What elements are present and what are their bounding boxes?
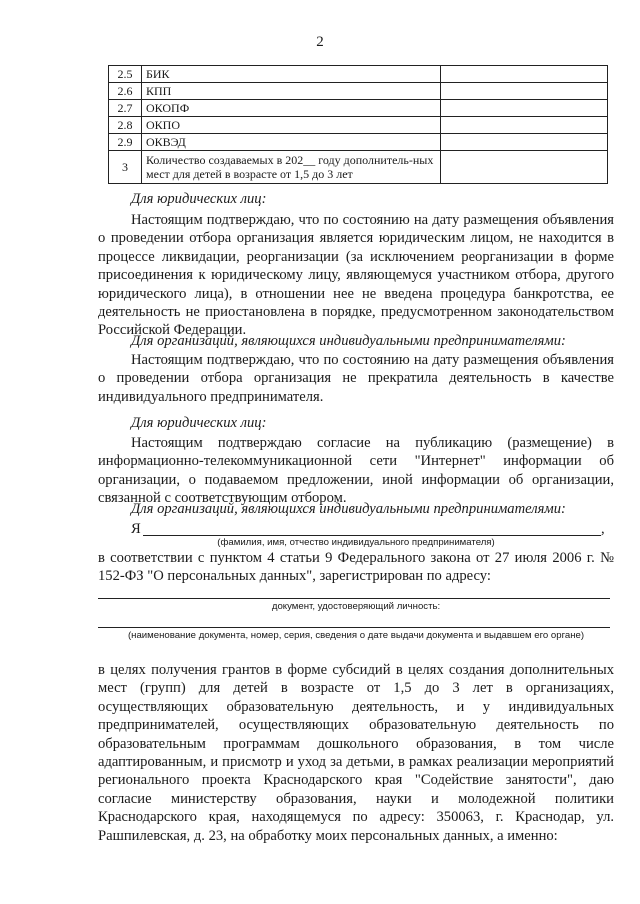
row-value (441, 117, 608, 134)
publication-consent-paragraph: Настоящим подтверждаю согласие на публикацию (размещение) в информационно-телекоммуникационной сети "Интернет" информации об организации, о подаваемом предложении, иной информации об организации, связанной с соответствующим отбором. (98, 435, 614, 507)
row-label: ОКПО (142, 117, 441, 134)
entrepreneurs-heading: Для организаций, являющихся индивидуальными предпринимателями: (131, 333, 566, 349)
entrepreneurs-heading: Для организаций, являющихся индивидуальными предпринимателями: (131, 501, 566, 517)
legal-entities-heading: Для юридических лиц: (131, 415, 267, 431)
consent-paragraph: в целях получения грантов в форме субсидий в целях создания дополнительных мест (групп) для детей в возрасте от 1,5 до 3 лет в организациях, осуществляющих образовательную деятельность, и у индивидуальных предпринимателей, осуществляющих образовательную деятельность по образовательным программам дошкольного образования, в том числе адаптированным, и присмотр и уход за детьми, в рамках реализации мероприятий регионального проекта Краснодарского края "Содействие занятости", даю согласие министерству образования, науки и молодежной политики Краснодарского края, находящемуся по адресу: 350063, г. Краснодар, ул. Рашпилевская, д. 23, на обработку моих персональных данных, а именно: (98, 662, 614, 844)
row-number: 2.6 (109, 83, 142, 100)
applicant-name-line (131, 520, 611, 538)
identity-document-caption: документ, удостоверяющий личность: (271, 601, 441, 612)
requisites-table (108, 65, 608, 184)
row-label: ОКВЭД (142, 134, 441, 151)
row-number: 2.7 (109, 100, 142, 117)
table-row (109, 66, 608, 83)
row-value (441, 83, 608, 100)
row-label: Количество создаваемых в 202__ году дополнитель-ных мест для детей в возрасте от 1,5 до 3 лет (142, 151, 441, 184)
row-value (441, 100, 608, 117)
fio-caption: (фамилия, имя, отчество индивидуального предпринимателя) (217, 537, 495, 548)
row-value (441, 66, 608, 83)
row-number: 2.9 (109, 134, 142, 151)
row-number: 2.5 (109, 66, 142, 83)
document-details-caption: (наименование документа, номер, серия, сведения о дате выдачи документа и выдавшем его органе) (127, 630, 585, 641)
row-label: ОКОПФ (142, 100, 441, 117)
name-blank-line (143, 535, 601, 536)
legal-status-paragraph: Настоящим подтверждаю, что по состоянию на дату размещения объявления о проведении отбора организация является юридическим лицом, не находится в процессе ликвидации, реорганизации (за исключением реорганизации в форме присоединения к юридическому лицу, являющемуся участником отбора, другого юридического лица), в отношении нее не введена процедура банкротства, ее деятельность не приостановлена в порядке, предусмотренном законодательством Российской Федерации. (98, 212, 614, 339)
page-number: 2 (316, 34, 324, 50)
row-value (441, 151, 608, 184)
row-label: КПП (142, 83, 441, 100)
row-value (441, 134, 608, 151)
table-row (109, 117, 608, 134)
table-row (109, 134, 608, 151)
row-label: БИК (142, 66, 441, 83)
address-blank-line (98, 598, 610, 599)
legal-entities-heading: Для юридических лиц: (131, 191, 267, 207)
entrepreneur-status-paragraph: Настоящим подтверждаю, что по состоянию на дату размещения объявления о проведении отбора организация не прекратила деятельность в качестве индивидуального предпринимателя. (98, 352, 614, 405)
document-blank-line (98, 627, 610, 628)
line-comma: , (601, 521, 605, 537)
row-number: 3 (109, 151, 142, 184)
ya-label: Я (131, 521, 141, 537)
table-row (109, 151, 608, 184)
row-number: 2.8 (109, 117, 142, 134)
table-row (109, 83, 608, 100)
table-row (109, 100, 608, 117)
law-reference-paragraph: в соответствии с пунктом 4 статьи 9 Федерального закона от 27 июля 2006 г. № 152-ФЗ "О персональных данных", зарегистрирован по адресу: (98, 550, 614, 585)
